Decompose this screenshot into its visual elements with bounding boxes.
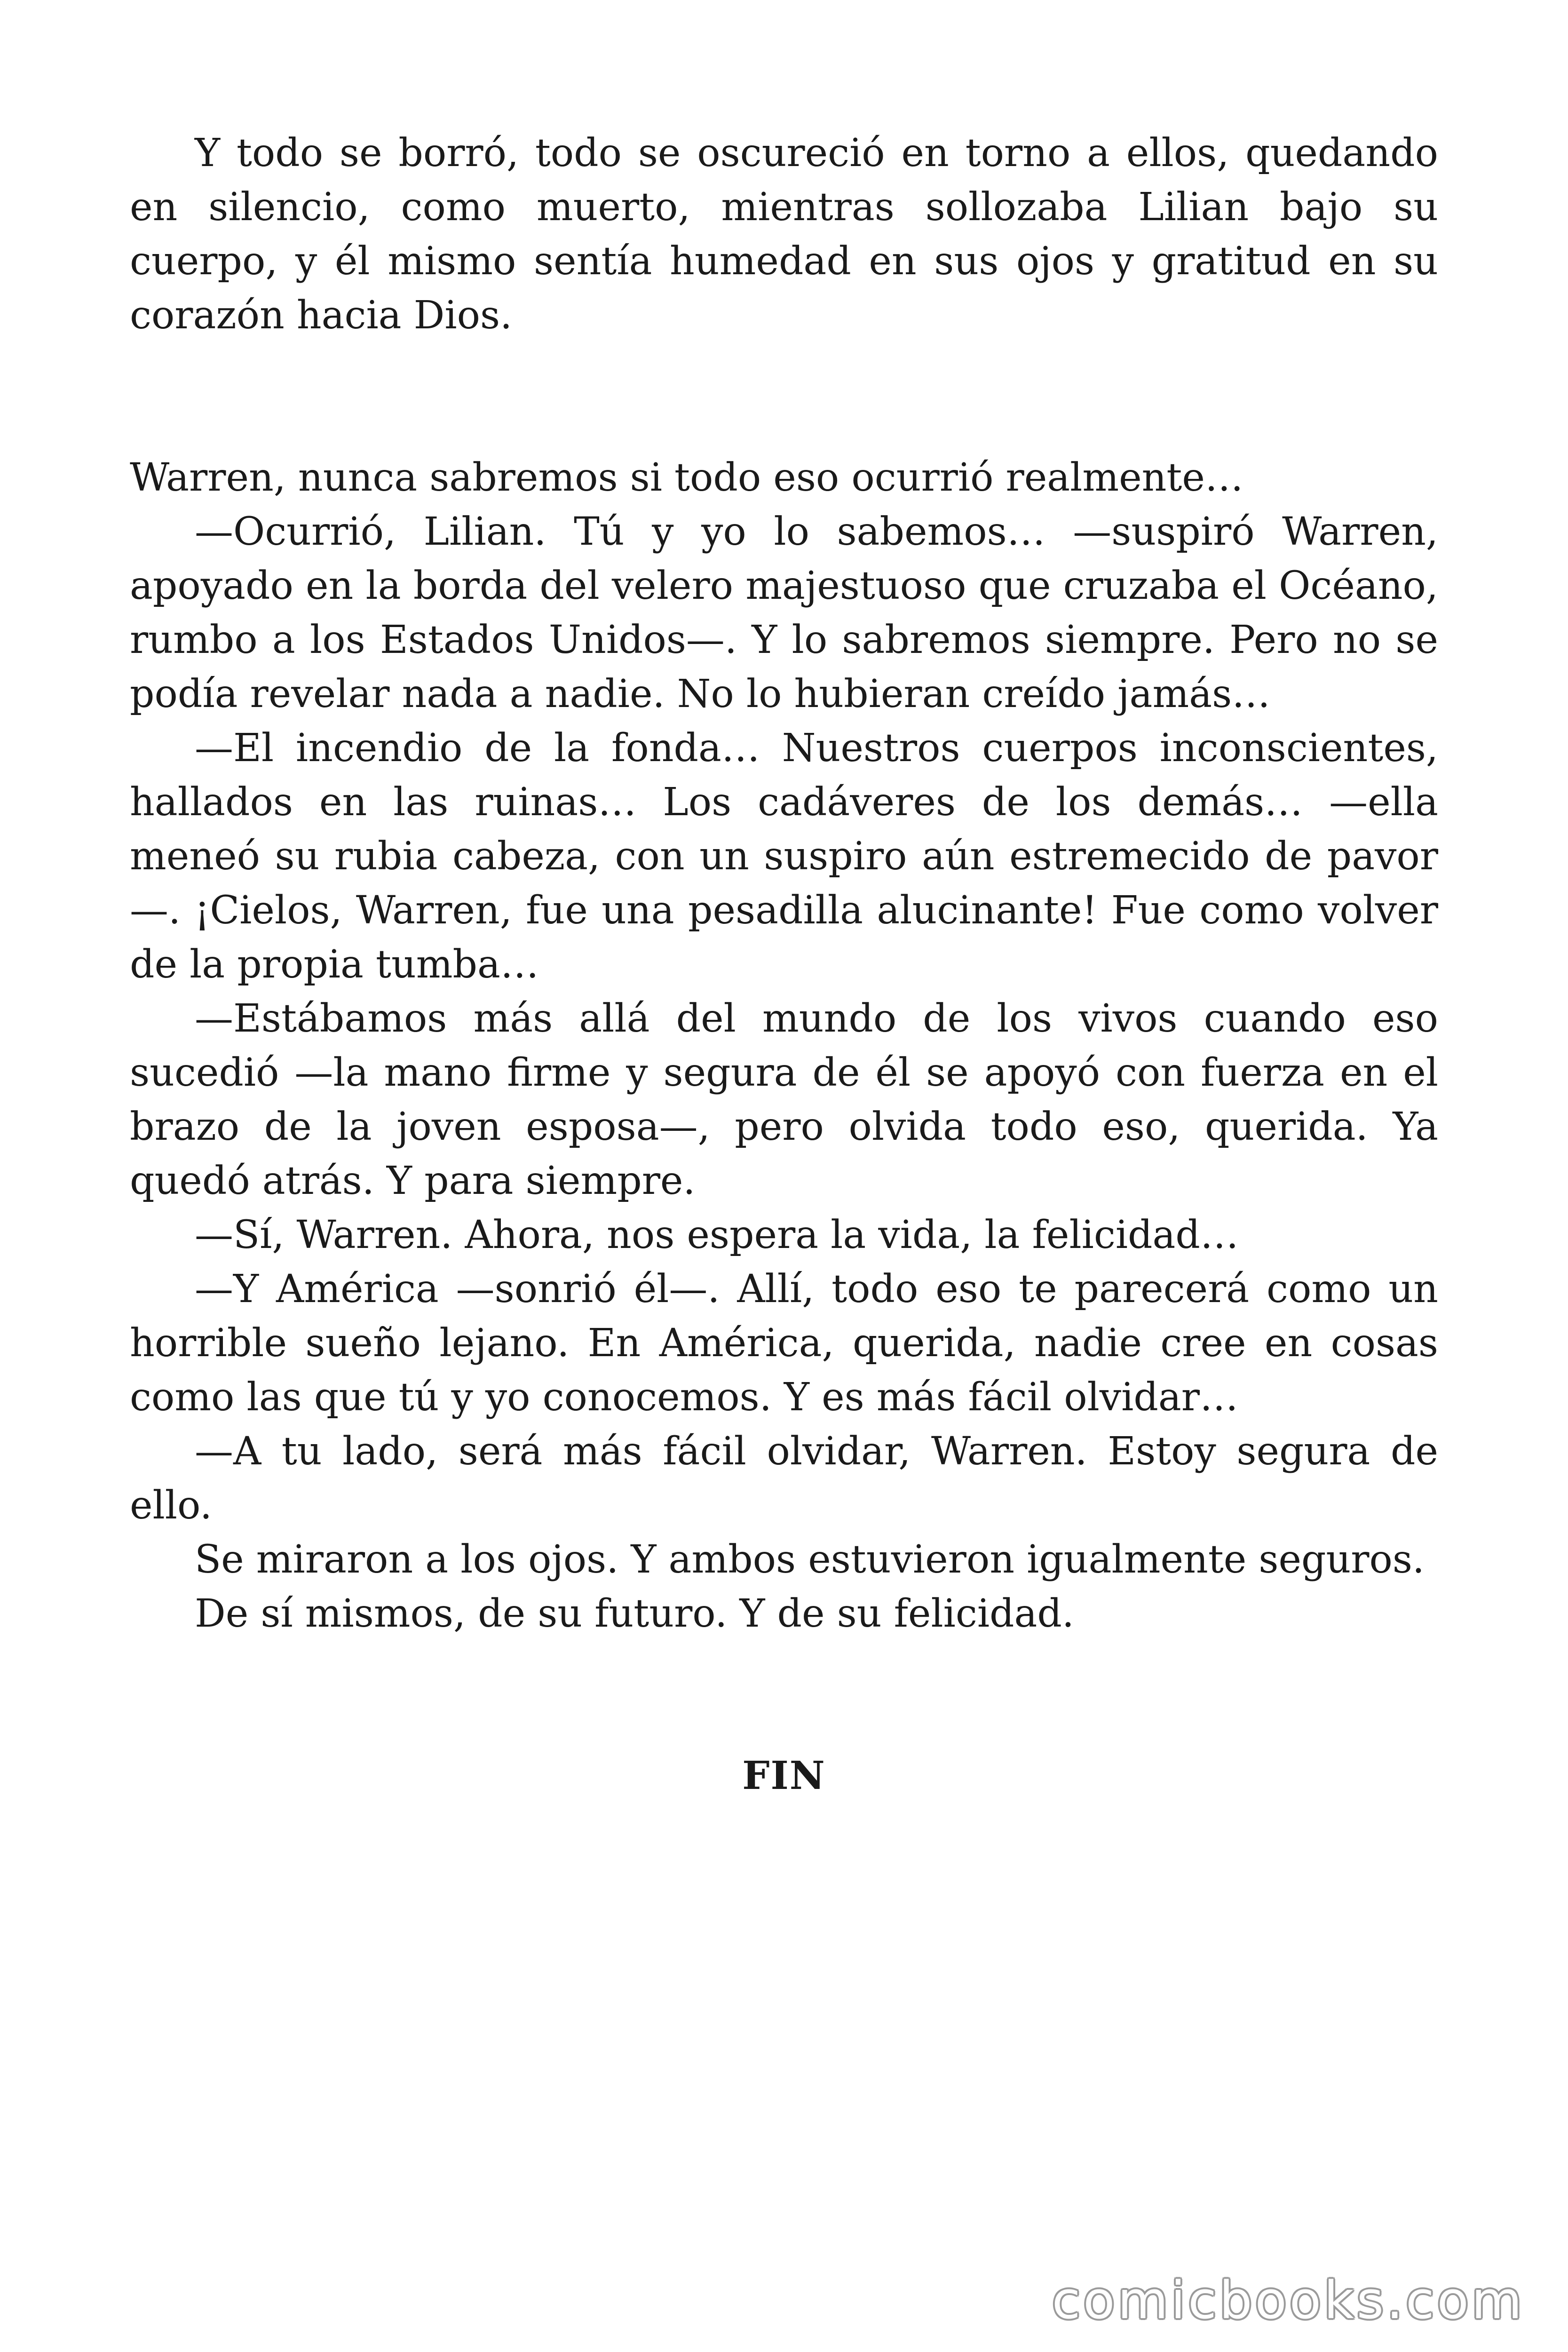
book-page bbox=[130, 126, 1438, 1803]
paragraph-narration-1: Se miraron a los ojos. Y ambos estuvieron igualmente seguros. bbox=[195, 1537, 1425, 1582]
paragraph-dialogue-3: —Estábamos más allá del mundo de los vivos cuando eso sucedió —la mano firme y segura de él se apoyó con fuerza en el brazo de la joven esposa—, pero olvida todo eso, querida. Ya quedó atrás. Y para siempre. bbox=[130, 996, 1438, 1203]
paragraph-narration-2: De sí mismos, de su futuro. Y de su felicidad. bbox=[195, 1591, 1074, 1636]
end-marker: FIN bbox=[742, 1753, 826, 1798]
paragraph-closing-scene: Y todo se borró, todo se oscureció en torno a ellos, quedando en silencio, como muerto, mientras sollozaba Lilian bajo su cuerpo, y él mismo sentía humedad en sus ojos y gratitud en su corazón hacia Dios. bbox=[130, 131, 1438, 338]
paragraph-dialogue-2: —El incendio de la fonda… Nuestros cuerpos inconscientes, hallados en las ruinas… Los cadáveres de los demás… —ella meneó su rubia cabeza, con un suspiro aún estremecido de pavor—. ¡Cielos, Warren, fue una pesadilla alucinante! Fue como volver de la propia tumba… bbox=[130, 726, 1438, 987]
scene-break bbox=[130, 342, 1438, 451]
paragraph-dialogue-6: —A tu lado, será más fácil olvidar, Warren. Estoy segura de ello. bbox=[130, 1429, 1438, 1528]
paragraph-warren-opening: Warren, nunca sabremos si todo eso ocurrió realmente… bbox=[130, 455, 1243, 500]
paragraph-dialogue-5: —Y América —sonrió él—. Allí, todo eso te parecerá como un horrible sueño lejano. En América, querida, nadie cree en cosas como las que tú y yo conocemos. Y es más fácil olvidar… bbox=[130, 1267, 1438, 1420]
paragraph-dialogue-4: —Sí, Warren. Ahora, nos espera la vida, la felicidad… bbox=[195, 1213, 1239, 1257]
watermark: comicbooks.com bbox=[1052, 2270, 1525, 2330]
paragraph-dialogue-1: —Ocurrió, Lilian. Tú y yo lo sabemos… —suspiró Warren, apoyado en la borda del velero majestuoso que cruzaba el Océano, rumbo a los Estados Unidos—. Y lo sabremos siempre. Pero no se podía revelar nada a nadie. No lo hubieran creído jamás… bbox=[130, 509, 1438, 716]
